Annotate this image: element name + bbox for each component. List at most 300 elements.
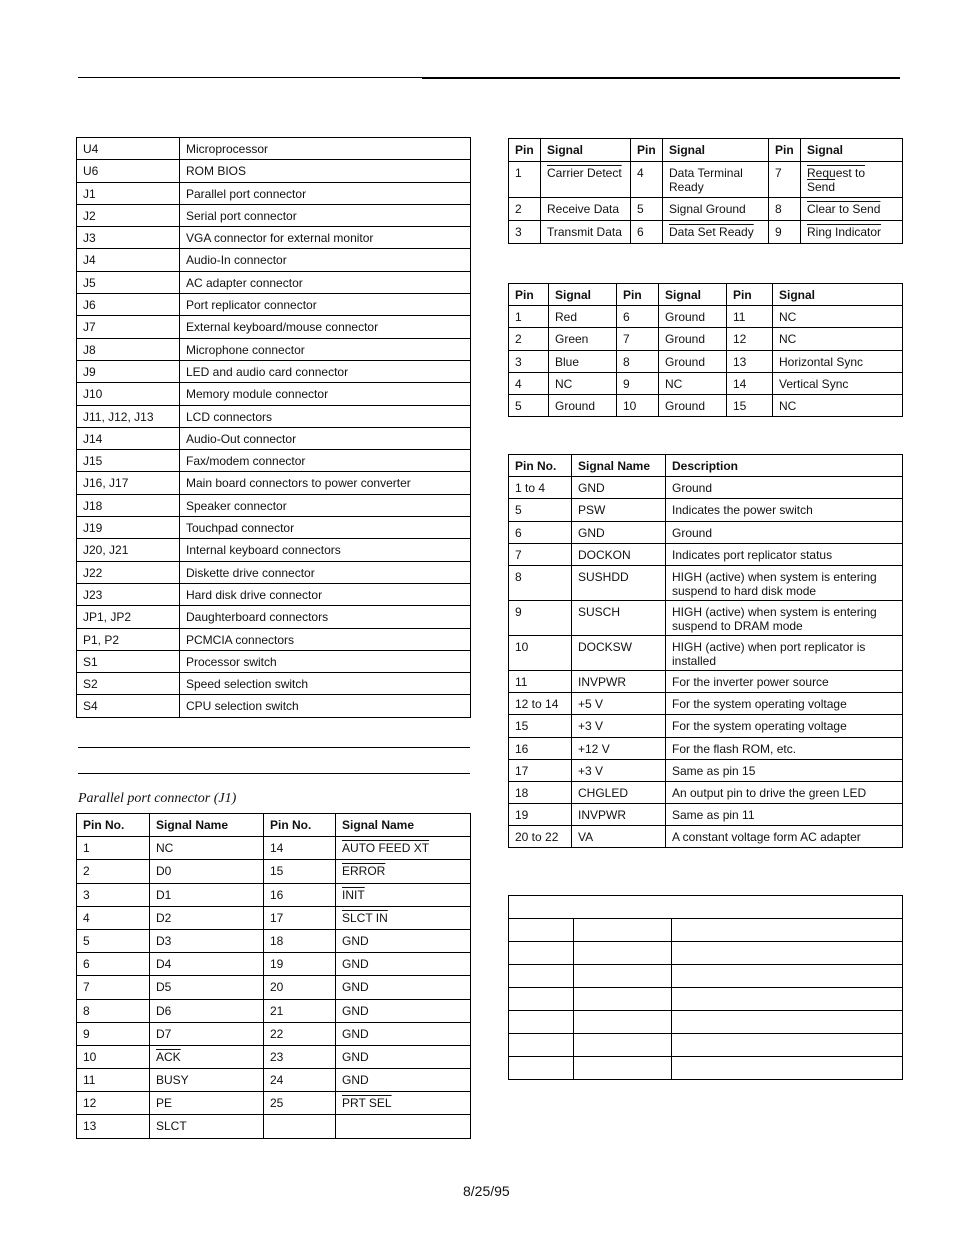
- column-header: Description: [666, 455, 903, 477]
- section-rule: [78, 773, 470, 774]
- table-row: [77, 539, 471, 561]
- table-row: [509, 942, 903, 965]
- table-cell: 7: [617, 328, 659, 350]
- table-cell: 8: [769, 198, 801, 221]
- table-cell: GND: [336, 929, 471, 952]
- table-cell: Ground: [659, 306, 727, 328]
- table-cell: J16, J17: [77, 472, 180, 494]
- column-header: Signal Name: [150, 814, 264, 837]
- table-cell: +12 V: [572, 737, 666, 759]
- table-row: [77, 338, 471, 360]
- table-cell: 5: [509, 499, 572, 521]
- table-cell: J2: [77, 204, 180, 226]
- table-cell: 16: [264, 883, 336, 906]
- table-cell: D1: [150, 883, 264, 906]
- table-cell: 10: [77, 1045, 150, 1068]
- table-cell: Audio-Out connector: [180, 427, 471, 449]
- table-cell: 15: [727, 394, 773, 416]
- table-row: [509, 919, 903, 942]
- table-cell: 14: [727, 372, 773, 394]
- table-cell: [264, 1115, 336, 1138]
- table-cell: An output pin to drive the green LED: [666, 781, 903, 803]
- table-row: [509, 565, 903, 600]
- table-row: [509, 759, 903, 781]
- column-header: Pin: [769, 139, 801, 162]
- table-cell: Fax/modem connector: [180, 450, 471, 472]
- table-cell: PRT SEL: [336, 1092, 471, 1115]
- table-row: [77, 138, 471, 160]
- table-row: [509, 635, 903, 670]
- table-cell: 4: [631, 162, 663, 198]
- table-cell: GND: [336, 1069, 471, 1092]
- column-header: Pin No.: [509, 455, 572, 477]
- table-row: [77, 294, 471, 316]
- table-cell: Parallel port connector: [180, 182, 471, 204]
- table-cell: 6: [617, 306, 659, 328]
- table-cell: Horizontal Sync: [773, 350, 903, 372]
- table-cell: 8: [617, 350, 659, 372]
- table-cell: GND: [336, 953, 471, 976]
- table-cell: GND: [572, 521, 666, 543]
- column-header: Pin: [727, 284, 773, 306]
- table-cell: S2: [77, 673, 180, 695]
- table-cell: 18: [264, 929, 336, 952]
- table-cell: Data Terminal Ready: [663, 162, 769, 198]
- table-cell: 7: [509, 543, 572, 565]
- table-cell: INVPWR: [572, 670, 666, 692]
- table-cell: J6: [77, 294, 180, 316]
- table-cell: Red: [549, 306, 617, 328]
- table-cell: 9: [769, 221, 801, 244]
- table-cell: 7: [77, 976, 150, 999]
- table-cell: 21: [264, 999, 336, 1022]
- column-header: Pin: [631, 139, 663, 162]
- table-row: [77, 316, 471, 338]
- header-row: [509, 455, 903, 477]
- table-cell: 15: [509, 715, 572, 737]
- table-cell: Microphone connector: [180, 338, 471, 360]
- table-cell: 12: [77, 1092, 150, 1115]
- serial-port-table: [508, 138, 903, 244]
- table-cell: BUSY: [150, 1069, 264, 1092]
- table-row: [77, 837, 471, 860]
- table-cell: Indicates the power switch: [666, 499, 903, 521]
- table-cell: SLCT IN: [336, 906, 471, 929]
- table-row: [509, 988, 903, 1011]
- table-row: [77, 182, 471, 204]
- top-rule-thick: [422, 77, 900, 79]
- table-cell: NC: [773, 328, 903, 350]
- table-cell: Hard disk drive connector: [180, 583, 471, 605]
- table-row: [77, 1045, 471, 1068]
- table-cell: J5: [77, 271, 180, 293]
- table-cell: 7: [769, 162, 801, 198]
- table-cell: VA: [572, 826, 666, 848]
- table-cell: 5: [631, 198, 663, 221]
- table-cell: Signal Ground: [663, 198, 769, 221]
- column-header: Signal: [773, 284, 903, 306]
- table-cell: P1, P2: [77, 628, 180, 650]
- table-cell: 8: [509, 565, 572, 600]
- table-cell: D7: [150, 1022, 264, 1045]
- table-cell: 3: [509, 350, 549, 372]
- table-cell: 3: [509, 221, 541, 244]
- table-cell: A constant voltage form AC adapter: [666, 826, 903, 848]
- table-cell: 3: [77, 883, 150, 906]
- table-cell: Daughterboard connectors: [180, 606, 471, 628]
- table-cell: Receive Data: [541, 198, 631, 221]
- table-cell: 18: [509, 781, 572, 803]
- table-row: [77, 906, 471, 929]
- table-cell: S4: [77, 695, 180, 717]
- table-cell: Diskette drive connector: [180, 561, 471, 583]
- table-row: [509, 521, 903, 543]
- table-cell: 5: [77, 929, 150, 952]
- table-cell: J14: [77, 427, 180, 449]
- column-header: Signal: [541, 139, 631, 162]
- table-cell: For the system operating voltage: [666, 693, 903, 715]
- table-cell: Speed selection switch: [180, 673, 471, 695]
- table-cell: 4: [509, 372, 549, 394]
- table-cell: 23: [264, 1045, 336, 1068]
- table-row: [509, 198, 903, 221]
- table-cell: NC: [150, 837, 264, 860]
- table-row: [77, 160, 471, 182]
- column-header: Pin: [509, 284, 549, 306]
- column-header: Pin No.: [77, 814, 150, 837]
- table-cell: J3: [77, 227, 180, 249]
- table-row: [77, 929, 471, 952]
- table-cell: D2: [150, 906, 264, 929]
- table-row: [509, 781, 903, 803]
- table-cell: Vertical Sync: [773, 372, 903, 394]
- table-row: [509, 670, 903, 692]
- table-row: [77, 360, 471, 382]
- table-cell: 13: [727, 350, 773, 372]
- table-row: [77, 427, 471, 449]
- table-row: [77, 583, 471, 605]
- table-row: [77, 953, 471, 976]
- table-cell: 9: [509, 600, 572, 635]
- table-cell: Ground: [659, 350, 727, 372]
- table-cell: 20 to 22: [509, 826, 572, 848]
- table-row: [509, 221, 903, 244]
- table-cell: 25: [264, 1092, 336, 1115]
- table-cell: J15: [77, 450, 180, 472]
- table-cell: $\overline{ACK}$: [150, 1045, 264, 1068]
- table-cell: D3: [150, 929, 264, 952]
- table-cell: Data Set Ready: [663, 221, 769, 244]
- table-row: [77, 204, 471, 226]
- table-cell: External keyboard/mouse connector: [180, 316, 471, 338]
- column-header: Signal: [659, 284, 727, 306]
- column-header: Signal: [663, 139, 769, 162]
- table-row: [509, 162, 903, 198]
- table-row: [77, 976, 471, 999]
- table-cell: VGA connector for external monitor: [180, 227, 471, 249]
- table-cell: Processor switch: [180, 650, 471, 672]
- table-cell: INVPWR: [572, 804, 666, 826]
- table-row: [509, 350, 903, 372]
- column-header: Pin: [617, 284, 659, 306]
- table-cell: For the system operating voltage: [666, 715, 903, 737]
- table-cell: Request to Send: [801, 162, 903, 198]
- table-cell: 1: [509, 306, 549, 328]
- table-cell: Carrier Detect: [541, 162, 631, 198]
- table-row: [509, 477, 903, 499]
- empty-table: [508, 895, 903, 1080]
- table-cell: GND: [336, 1022, 471, 1045]
- table-cell: +3 V: [572, 715, 666, 737]
- table-cell: J22: [77, 561, 180, 583]
- table-row: [509, 306, 903, 328]
- table-cell: Ground: [659, 394, 727, 416]
- vga-connector-table: [508, 283, 903, 417]
- table-cell: Transmit Data: [541, 221, 631, 244]
- table-cell: 22: [264, 1022, 336, 1045]
- table-cell: JP1, JP2: [77, 606, 180, 628]
- table-row: [509, 1057, 903, 1080]
- table-cell: For the flash ROM, etc.: [666, 737, 903, 759]
- table-cell: HIGH (active) when system is entering suspend to DRAM mode: [666, 600, 903, 635]
- table-cell: Ground: [659, 328, 727, 350]
- header-row: [509, 139, 903, 162]
- table-row: [77, 695, 471, 717]
- table-cell: Audio-In connector: [180, 249, 471, 271]
- table-row: [77, 606, 471, 628]
- table-cell: Touchpad connector: [180, 517, 471, 539]
- port-replicator-table: [508, 454, 903, 848]
- header-row: [77, 814, 471, 837]
- section-rule: [78, 747, 470, 748]
- table-cell: NC: [659, 372, 727, 394]
- table-cell: 10: [617, 394, 659, 416]
- table-cell: Port replicator connector: [180, 294, 471, 316]
- table-cell: 13: [77, 1115, 150, 1138]
- table-row: [77, 1115, 471, 1138]
- table-row: [509, 826, 903, 848]
- table-cell: 1: [77, 837, 150, 860]
- table-cell: Clear to Send: [801, 198, 903, 221]
- table-row: [77, 999, 471, 1022]
- table-cell: Ground: [549, 394, 617, 416]
- table-cell: 10: [509, 635, 572, 670]
- table-cell: 2: [509, 198, 541, 221]
- table-row: [509, 543, 903, 565]
- table-cell: 15: [264, 860, 336, 883]
- table-cell: For the inverter power source: [666, 670, 903, 692]
- table-cell: J9: [77, 360, 180, 382]
- table-row: [77, 405, 471, 427]
- table-row: [509, 965, 903, 988]
- table-cell: Microprocessor: [180, 138, 471, 160]
- table-cell: LED and audio card connector: [180, 360, 471, 382]
- table-cell: 16: [509, 737, 572, 759]
- table-cell: 6: [631, 221, 663, 244]
- table-cell: 2: [509, 328, 549, 350]
- table-cell: Green: [549, 328, 617, 350]
- column-header: Signal: [801, 139, 903, 162]
- table-cell: Same as pin 15: [666, 759, 903, 781]
- table-cell: 14: [264, 837, 336, 860]
- table-row: [77, 472, 471, 494]
- table-cell: 17: [509, 759, 572, 781]
- parallel-port-table: [76, 813, 471, 1139]
- table-cell: 11: [509, 670, 572, 692]
- table-cell: 9: [617, 372, 659, 394]
- table-cell: J10: [77, 383, 180, 405]
- table-row: [77, 1092, 471, 1115]
- column-header: Signal Name: [336, 814, 471, 837]
- table-cell: Memory module connector: [180, 383, 471, 405]
- table-cell: 5: [509, 394, 549, 416]
- table-cell: 11: [77, 1069, 150, 1092]
- table-cell: [336, 1115, 471, 1138]
- table-cell: J8: [77, 338, 180, 360]
- column-header: Pin No.: [264, 814, 336, 837]
- table-cell: J4: [77, 249, 180, 271]
- table-cell: J20, J21: [77, 539, 180, 561]
- table-row: [77, 271, 471, 293]
- table-row: [77, 249, 471, 271]
- table-row: [509, 328, 903, 350]
- table-cell: 9: [77, 1022, 150, 1045]
- table-cell: 20: [264, 976, 336, 999]
- table-row: [509, 600, 903, 635]
- table-cell: Internal keyboard connectors: [180, 539, 471, 561]
- table-cell: SUSCH: [572, 600, 666, 635]
- table-cell: PCMCIA connectors: [180, 628, 471, 650]
- column-header: Signal Name: [572, 455, 666, 477]
- table-cell: SLCT: [150, 1115, 264, 1138]
- table-cell: PSW: [572, 499, 666, 521]
- table-row: [77, 883, 471, 906]
- table-row: [509, 1034, 903, 1057]
- table-cell: LCD connectors: [180, 405, 471, 427]
- table-cell: D0: [150, 860, 264, 883]
- table-cell: 19: [509, 804, 572, 826]
- table-cell: Ground: [666, 477, 903, 499]
- table-row: [77, 650, 471, 672]
- component-table: [76, 137, 471, 718]
- table-cell: DOCKSW: [572, 635, 666, 670]
- table-cell: GND: [336, 1045, 471, 1068]
- header-row: [509, 284, 903, 306]
- table-row: [509, 394, 903, 416]
- table-cell: NC: [773, 306, 903, 328]
- table-row: [77, 673, 471, 695]
- table-cell: Speaker connector: [180, 494, 471, 516]
- table-cell: DOCKON: [572, 543, 666, 565]
- table-row: [509, 804, 903, 826]
- table-cell: 24: [264, 1069, 336, 1092]
- table-row: [509, 1011, 903, 1034]
- table-row: [77, 227, 471, 249]
- table-cell: 12 to 14: [509, 693, 572, 715]
- table-cell: Same as pin 11: [666, 804, 903, 826]
- table-cell: 8: [77, 999, 150, 1022]
- table-row: [77, 450, 471, 472]
- table-cell: 11: [727, 306, 773, 328]
- table-cell: 1: [509, 162, 541, 198]
- table-cell: J1: [77, 182, 180, 204]
- table-cell: D4: [150, 953, 264, 976]
- table-row: [509, 693, 903, 715]
- table-cell: GND: [572, 477, 666, 499]
- table-cell: ERROR: [336, 860, 471, 883]
- table-cell: Ground: [666, 521, 903, 543]
- table-cell: 12: [727, 328, 773, 350]
- table-cell: U6: [77, 160, 180, 182]
- table-cell: J23: [77, 583, 180, 605]
- page-date: 8/25/95: [463, 1183, 510, 1199]
- table-row: [77, 1069, 471, 1092]
- table-cell: PE: [150, 1092, 264, 1115]
- table-row: [77, 494, 471, 516]
- table-cell: 2: [77, 860, 150, 883]
- table-row: [77, 383, 471, 405]
- table-cell: ROM BIOS: [180, 160, 471, 182]
- table-cell: J11, J12, J13: [77, 405, 180, 427]
- column-header: Pin: [509, 139, 541, 162]
- table-cell: D6: [150, 999, 264, 1022]
- table-row: [509, 737, 903, 759]
- table-cell: SUSHDD: [572, 565, 666, 600]
- table-cell: INIT: [336, 883, 471, 906]
- table-cell: 19: [264, 953, 336, 976]
- table-cell: D5: [150, 976, 264, 999]
- table-row: [509, 499, 903, 521]
- parallel-caption: Parallel port connector (J1): [78, 791, 237, 806]
- table-cell: J18: [77, 494, 180, 516]
- table-cell: AUTO FEED XT: [336, 837, 471, 860]
- table-row: [77, 517, 471, 539]
- table-cell: Indicates port replicator status: [666, 543, 903, 565]
- table-cell: 6: [509, 521, 572, 543]
- table-cell: 6: [77, 953, 150, 976]
- table-cell: NC: [549, 372, 617, 394]
- table-cell: J7: [77, 316, 180, 338]
- table-cell: NC: [773, 394, 903, 416]
- table-cell: S1: [77, 650, 180, 672]
- table-cell: Blue: [549, 350, 617, 372]
- table-cell: Serial port connector: [180, 204, 471, 226]
- table-cell: 4: [77, 906, 150, 929]
- table-cell: Main board connectors to power converter: [180, 472, 471, 494]
- table-cell: 1 to 4: [509, 477, 572, 499]
- table-cell: 17: [264, 906, 336, 929]
- table-cell: Ring Indicator: [801, 221, 903, 244]
- column-header: Signal: [549, 284, 617, 306]
- table-cell: GND: [336, 999, 471, 1022]
- table-cell: +3 V: [572, 759, 666, 781]
- table-cell: AC adapter connector: [180, 271, 471, 293]
- table-row: [77, 1022, 471, 1045]
- table-cell: HIGH (active) when system is entering suspend to hard disk mode: [666, 565, 903, 600]
- table-row: [509, 372, 903, 394]
- table-row: [77, 628, 471, 650]
- table-cell: +5 V: [572, 693, 666, 715]
- table-cell: CPU selection switch: [180, 695, 471, 717]
- table-row: [77, 860, 471, 883]
- table-row: [77, 561, 471, 583]
- table-row: [509, 715, 903, 737]
- table-cell: HIGH (active) when port replicator is installed: [666, 635, 903, 670]
- table-cell: J19: [77, 517, 180, 539]
- table-row: [509, 896, 903, 919]
- table-cell: U4: [77, 138, 180, 160]
- table-cell: CHGLED: [572, 781, 666, 803]
